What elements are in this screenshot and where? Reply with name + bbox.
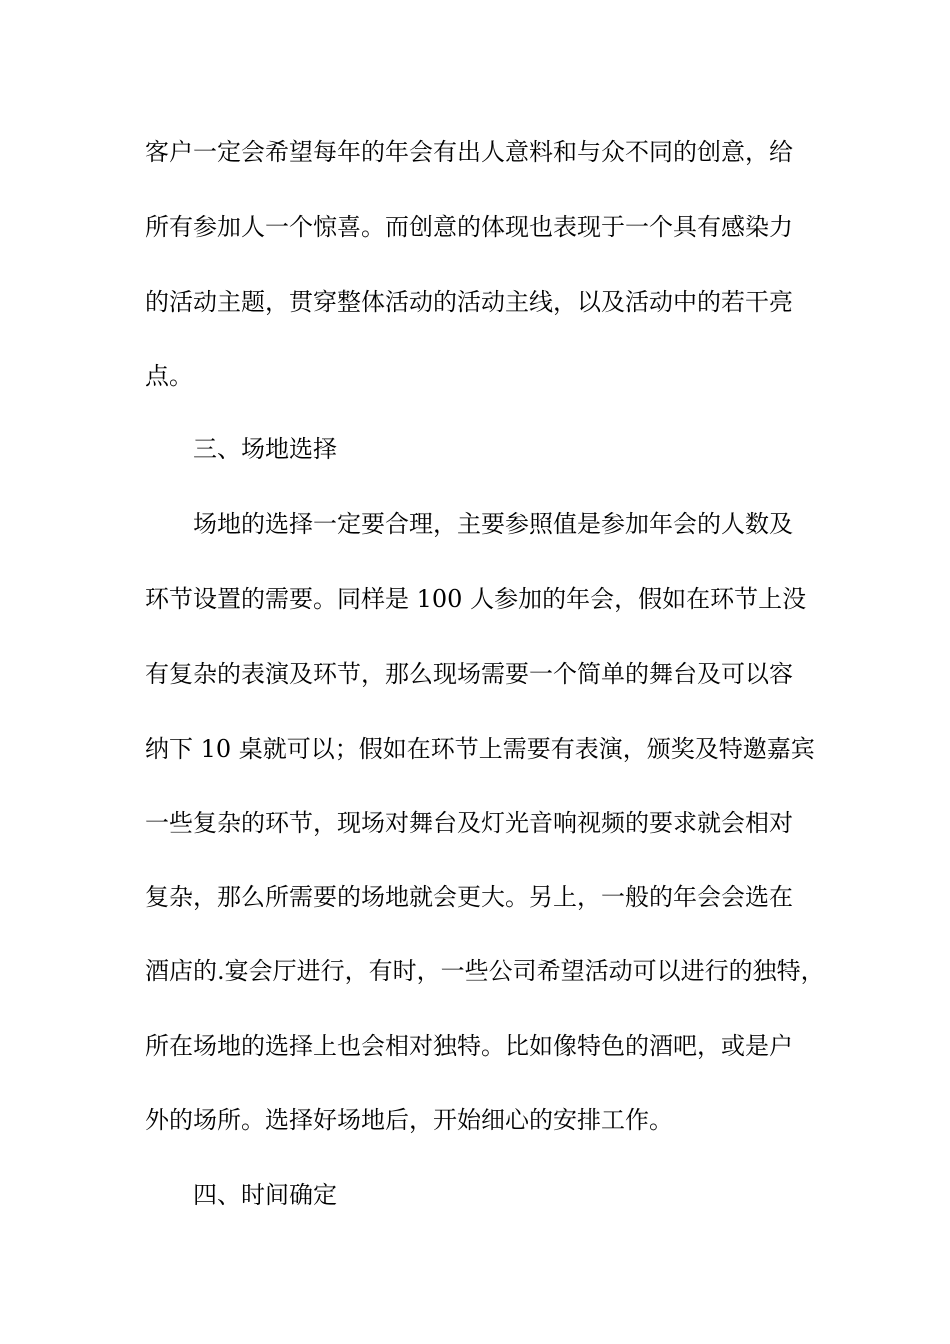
paragraph-line: 有复杂的表演及环节，那么现场需要一个简单的舞台及可以容 xyxy=(145,660,793,688)
paragraph-line: 环节设置的需要。同样是 100 人参加的年会，假如在环节上没 xyxy=(145,585,807,613)
paragraph-line: 酒店的.宴会厅进行，有时，一些公司希望活动可以进行的独特， xyxy=(145,957,825,985)
paragraph-line: 一些复杂的环节，现场对舞台及灯光音响视频的要求就会相对 xyxy=(145,809,793,837)
paragraph-line: 纳下 10 桌就可以；假如在环节上需要有表演，颁奖及特邀嘉宾 xyxy=(145,735,815,763)
paragraph-line: 场地的选择一定要合理，主要参照值是参加年会的人数及 xyxy=(193,510,793,538)
paragraph-line: 复杂，那么所需要的场地就会更大。另上，一般的年会会选在 xyxy=(145,883,793,911)
paragraph-line: 所有参加人一个惊喜。而创意的体现也表现于一个具有感染力 xyxy=(145,213,793,241)
section-heading: 三、场地选择 xyxy=(193,435,337,463)
paragraph-line: 的活动主题，贯穿整体活动的活动主线，以及活动中的若干亮 xyxy=(145,288,793,316)
paragraph-line: 所在场地的选择上也会相对独特。比如像特色的酒吧，或是户 xyxy=(145,1032,793,1060)
paragraph-line: 客户一定会希望每年的年会有出人意料和与众不同的创意，给 xyxy=(145,138,793,166)
paragraph-line: 外的场所。选择好场地后，开始细心的安排工作。 xyxy=(145,1106,673,1134)
section-heading: 四、时间确定 xyxy=(193,1181,337,1209)
paragraph-line: 点。 xyxy=(145,362,193,390)
